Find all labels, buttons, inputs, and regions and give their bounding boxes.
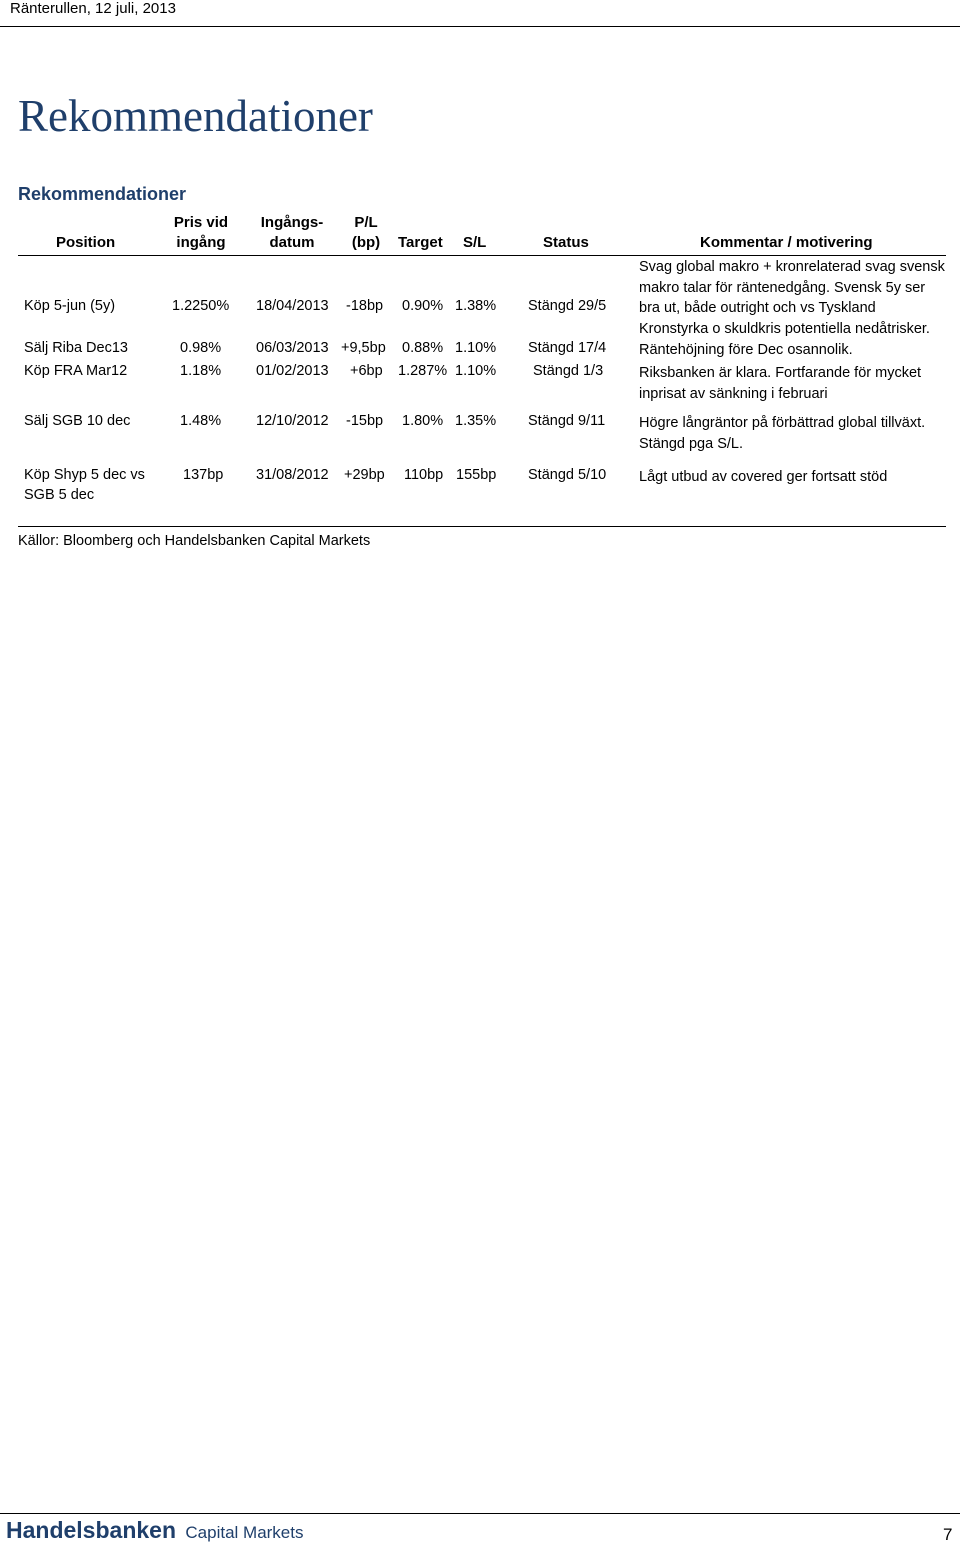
table-cell-sl: 1.10% bbox=[455, 340, 497, 356]
table-cell-target: 1.80% bbox=[402, 413, 444, 429]
footer-logo-main: Handelsbanken bbox=[6, 1517, 176, 1543]
table-cell-comment: Kronstyrka o skuldkris potentiella nedåtrisker. Räntehöjning före Dec osannolik. bbox=[639, 321, 930, 358]
table-cell-sl: 1.35% bbox=[455, 413, 497, 429]
table-cell-status: Stängd 17/4 bbox=[528, 340, 607, 356]
table-cell-comment: Lågt utbud av covered ger fortsatt stöd bbox=[639, 469, 888, 485]
footer-logo-sub: Capital Markets bbox=[185, 1523, 304, 1542]
section-title: Rekommendationer bbox=[18, 184, 187, 204]
col-header-price-1: Pris vid bbox=[173, 214, 229, 231]
table-cell-date: 18/04/2013 bbox=[256, 298, 329, 314]
table-cell-sl: 1.38% bbox=[455, 298, 497, 314]
col-header-price-2: ingång bbox=[176, 234, 226, 251]
table-header-rule bbox=[18, 255, 946, 256]
table-cell-pl: +6bp bbox=[350, 363, 383, 379]
table-cell-date: 01/02/2013 bbox=[256, 363, 329, 379]
table-cell-position: Köp 5-jun (5y) bbox=[24, 298, 116, 314]
table-cell-position: Köp FRA Mar12 bbox=[24, 363, 128, 379]
col-header-date-1: Ingångs- bbox=[260, 214, 324, 231]
table-cell-status: Stängd 1/3 bbox=[533, 363, 604, 379]
table-cell-comment: Svag global makro + kronrelaterad svag svensk makro talar för räntenedgång. Svensk 5y ser bra ut, både outright och vs Tyskland bbox=[639, 259, 945, 316]
table-cell-price: 1.2250% bbox=[172, 298, 230, 314]
col-header-target: Target bbox=[398, 234, 443, 251]
page-title: Rekommendationer bbox=[18, 91, 373, 141]
table-cell-position: Sälj Riba Dec13 bbox=[24, 340, 128, 356]
table-bottom-rule bbox=[18, 526, 946, 527]
table-cell-status: Stängd 29/5 bbox=[528, 298, 607, 314]
table-cell-status: Stängd 9/11 bbox=[528, 413, 606, 429]
table-cell-target: 1.287% bbox=[398, 363, 448, 379]
table-cell-sl: 1.10% bbox=[455, 363, 497, 379]
table-cell-comment: Högre långräntor på förbättrad global tillväxt. Stängd pga S/L. bbox=[639, 415, 926, 452]
table-cell-target: 0.90% bbox=[402, 298, 444, 314]
col-header-sl: S/L bbox=[463, 234, 487, 251]
table-cell-price: 0.98% bbox=[180, 340, 222, 356]
source-note: Källor: Bloomberg och Handelsbanken Capital Markets bbox=[18, 533, 371, 549]
table-cell-price: 1.18% bbox=[180, 363, 222, 379]
header-rule bbox=[0, 26, 960, 27]
page-number: 7 bbox=[943, 1525, 953, 1544]
col-header-status: Status bbox=[543, 234, 589, 251]
col-header-pl-1: P/L bbox=[354, 214, 378, 231]
table-cell-date: 12/10/2012 bbox=[256, 413, 329, 429]
col-header-position: Position bbox=[56, 234, 116, 251]
table-cell-date: 31/08/2012 bbox=[256, 467, 329, 483]
table-cell-price: 1.48% bbox=[180, 413, 222, 429]
col-header-date-2: datum bbox=[269, 234, 315, 251]
table-cell-pl: +9,5bp bbox=[341, 340, 386, 356]
table-cell-comment: Riksbanken är klara. Fortfarande för mycket inprisat av sänkning i februari bbox=[639, 365, 922, 402]
table-cell-pl: -15bp bbox=[346, 413, 384, 429]
table-cell-target: 110bp bbox=[404, 467, 444, 483]
table-cell-pl: -18bp bbox=[346, 298, 384, 314]
table-cell-pl: +29bp bbox=[344, 467, 385, 483]
col-header-pl-2: (bp) bbox=[351, 234, 381, 251]
footer-logo bbox=[6, 1517, 304, 1544]
table-cell-price: 137bp bbox=[183, 467, 224, 483]
table-cell-sl: 155bp bbox=[456, 467, 497, 483]
table-cell-status: Stängd 5/10 bbox=[528, 467, 607, 483]
table-cell-position: Köp Shyp 5 dec vs bbox=[24, 467, 145, 483]
table-cell-position: Sälj SGB 10 dec bbox=[24, 413, 131, 429]
table-cell-position: SGB 5 dec bbox=[24, 487, 95, 503]
col-header-comment: Kommentar / motivering bbox=[700, 234, 873, 251]
running-header: Ränterullen, 12 juli, 2013 bbox=[10, 0, 176, 17]
table-cell-target: 0.88% bbox=[402, 340, 444, 356]
footer-rule bbox=[0, 1513, 960, 1514]
table-cell-date: 06/03/2013 bbox=[256, 340, 329, 356]
